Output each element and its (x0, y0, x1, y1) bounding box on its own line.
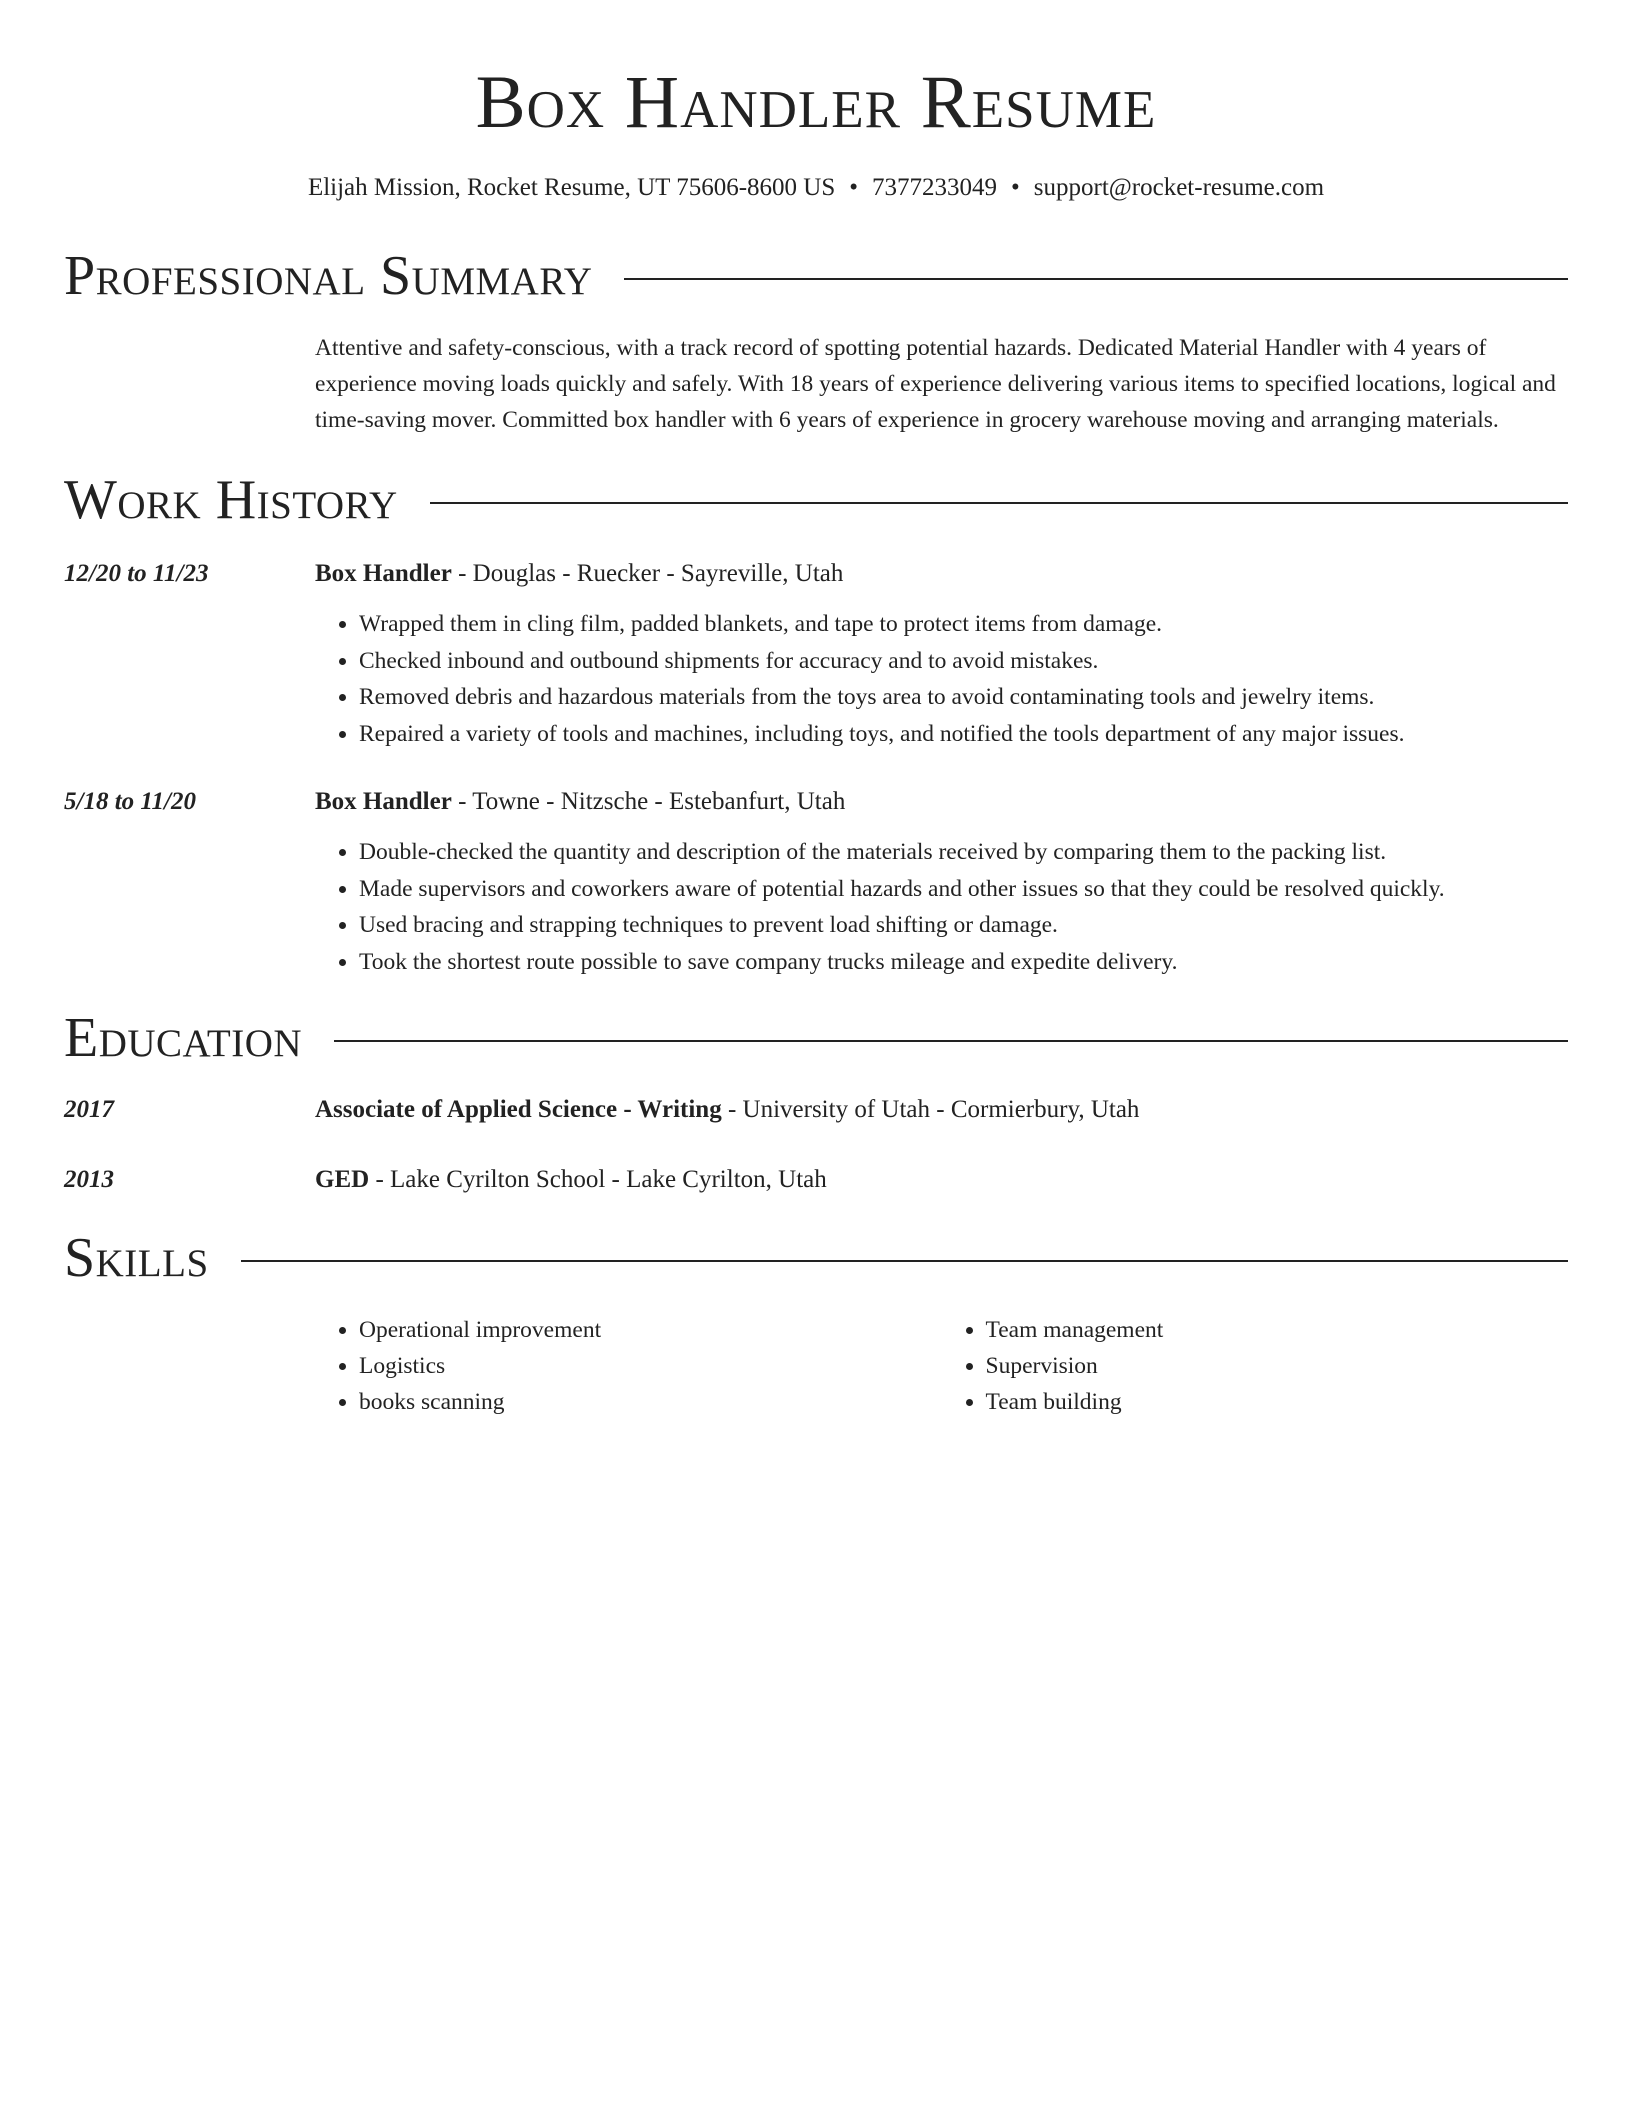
list-item: • Took the shortest route possible to save company trucks mileage and expedite delivery. (359, 944, 1568, 981)
section-header-work (64, 468, 1568, 532)
contact-separator: • (1011, 174, 1020, 201)
education-heading (315, 1092, 1568, 1128)
education-year: 2017 (64, 1096, 114, 1123)
section-title-education: Education (64, 1007, 303, 1069)
contact-line (64, 172, 1568, 204)
job-dates: 12/20 to 11/23 (64, 560, 209, 587)
contact-email: support@rocket-resume.com (1033, 174, 1325, 201)
list-item: • Repaired a variety of tools and machines, including toys, and notified the tools department of any major issues. (359, 716, 1568, 753)
summary-text: Attentive and safety-conscious, with a track record of spotting potential hazards. Dedicated Material Handler with 4 years of experience moving loads quickly and safely. With 18 years of experience delivering various items to specified locations, logical and time-saving mover. Committed box handler with 6 years of experience in grocery warehouse moving and arranging materials. (315, 335, 1556, 433)
list-item: • Removed debris and hazardous materials from the toys area to avoid contaminating tools and jewelry items. (359, 679, 1568, 716)
list-item: • Made supervisors and coworkers aware of potential hazards and other issues so that they could be resolved quickly. (359, 871, 1568, 908)
section-header-summary (64, 244, 1568, 308)
education-year: 2013 (64, 1166, 114, 1193)
education-degree: Associate of Applied Science - Writing (315, 1096, 722, 1123)
education-degree: GED (315, 1166, 370, 1193)
section-divider (624, 278, 1568, 280)
job-title: Box Handler (315, 788, 452, 815)
job-bullets (315, 606, 1568, 752)
education-entry (64, 1162, 1568, 1198)
list-item: • Used bracing and strapping techniques to prevent load shifting or damage. (359, 907, 1568, 944)
section-title-work: Work History (64, 469, 398, 531)
contact-address: Elijah Mission, Rocket Resume, UT 75606-8600 US (307, 174, 836, 201)
education-body (315, 1092, 1568, 1128)
section-divider (241, 1260, 1568, 1262)
contact-separator: • (849, 174, 858, 201)
job-details: - Douglas - Ruecker - Sayreville, Utah (451, 560, 844, 587)
list-item: • Wrapped them in cling film, padded blankets, and tape to protect items from damage. (359, 606, 1568, 643)
section-divider (430, 502, 1568, 504)
skills-list (315, 1312, 1568, 1420)
job-heading (315, 784, 1568, 820)
education-details: - Lake Cyrilton School - Lake Cyrilton, Utah (369, 1166, 827, 1193)
list-item: • Logistics (359, 1348, 942, 1384)
list-item: • books scanning (359, 1384, 942, 1420)
resume-title: Box Handler Resume (475, 61, 1157, 144)
list-item: • Supervision (986, 1348, 1569, 1384)
section-header-education (64, 1006, 1568, 1070)
list-item: • Operational improvement (359, 1312, 942, 1348)
job-entry (64, 784, 1568, 980)
job-dates: 5/18 to 11/20 (64, 788, 196, 815)
education-entry (64, 1092, 1568, 1128)
job-heading (315, 556, 1568, 592)
skills-column-left (315, 1312, 942, 1420)
list-item: • Checked inbound and outbound shipments for accuracy and to avoid mistakes. (359, 643, 1568, 680)
job-details: - Towne - Nitzsche - Estebanfurt, Utah (451, 788, 846, 815)
job-body (315, 784, 1568, 980)
section-divider (334, 1040, 1568, 1042)
list-item: • Team building (986, 1384, 1569, 1420)
list-item: • Team management (986, 1312, 1569, 1348)
list-item: • Double-checked the quantity and description of the materials received by comparing them to the packing list. (359, 834, 1568, 871)
section-header-skills (64, 1226, 1568, 1290)
job-body (315, 556, 1568, 752)
education-details: - University of Utah - Cormierbury, Utah (721, 1096, 1140, 1123)
skills-column-right (942, 1312, 1569, 1420)
job-title: Box Handler (315, 560, 452, 587)
section-title-skills: Skills (64, 1227, 209, 1289)
job-entry (64, 556, 1568, 752)
education-body (315, 1162, 1568, 1198)
education-heading (315, 1162, 1568, 1198)
job-bullets (315, 834, 1568, 980)
section-title-summary: Professional Summary (64, 245, 593, 307)
contact-phone: 7377233049 (872, 174, 997, 201)
